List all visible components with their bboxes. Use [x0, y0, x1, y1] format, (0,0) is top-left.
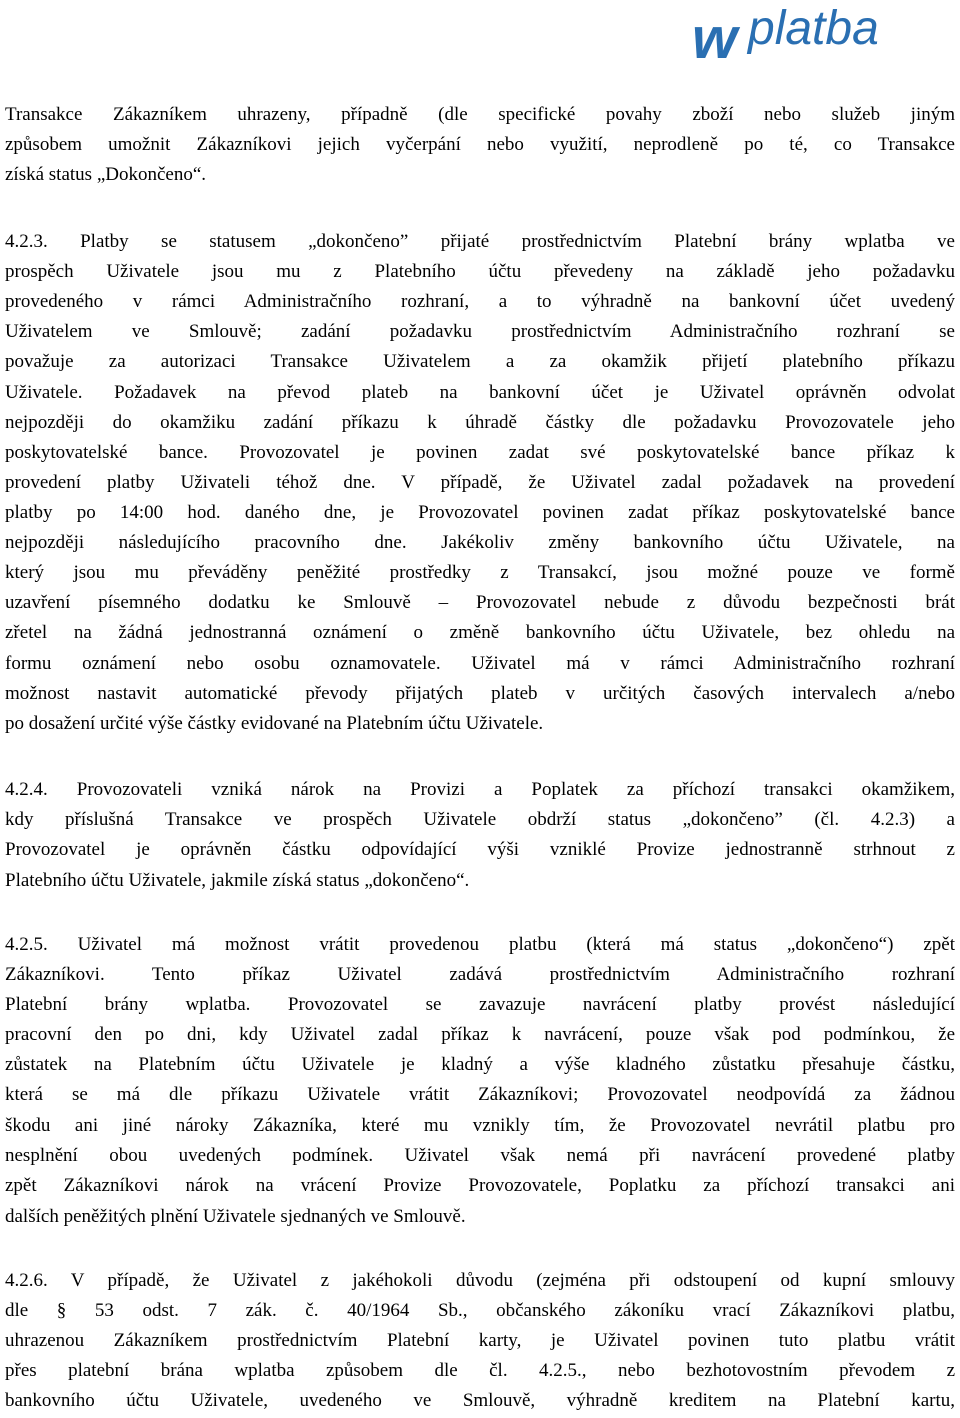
text-line: 4.2.6. V případě, že Uživatel z jakéhokoli důvodu (zejména při odstoupení od kupní smlouvy: [5, 1270, 955, 1291]
text-line: poskytovatelské bance. Provozovatel je povinen zadat své poskytovatelské bance příkaz k: [5, 442, 955, 463]
text-line: zůstatek na Platebním účtu Uživatele je kladný a výše kladného zůstatku přesahuje částku,: [5, 1054, 955, 1075]
text-line: přes platební brána wplatba způsobem dle čl. 4.2.5., nebo bezhotovostním převodem z: [5, 1360, 955, 1381]
text-line: Uživatelem ve Smlouvě; zadání požadavku prostřednictvím Administračního rozhraní se: [5, 321, 955, 342]
text-line: Uživatele. Požadavek na převod plateb na bankovní účet je Uživatel oprávněn odvolat: [5, 382, 955, 403]
text-line: způsobem umožnit Zákazníkovi jejich vyčerpání nebo využití, neprodleně po té, co Transakce: [5, 134, 955, 155]
text-line: považuje za autorizaci Transakce Uživatelem a za okamžik přijetí platebního příkazu: [5, 351, 955, 372]
text-line: 4.2.3. Platby se statusem „dokončeno” přijaté prostřednictvím Platební brány wplatba ve: [5, 231, 955, 252]
text-line: pracovní den po dni, kdy Uživatel zadal příkaz k navrácení, pouze však pod podmínkou, že: [5, 1024, 955, 1045]
text-line: bankovního účtu Uživatele, uvedeného ve Smlouvě, výhradně kreditem na Platební kartu,: [5, 1390, 955, 1411]
text-line: kdy příslušná Transakce ve prospěch Uživatele obdrží status „dokončeno” (čl. 4.2.3) a: [5, 809, 955, 830]
text-line: zřetel na žádná jednostranná oznámení o změně bankovního účtu Uživatele, bez ohledu na: [5, 622, 955, 643]
text-line: možnost nastavit automatické převody přijatých plateb v určitých časových intervalech a/nebo: [5, 683, 955, 704]
text-line: po dosažení určité výše částky evidované na Platebním účtu Uživatele.: [5, 713, 544, 734]
text-line: Transakce Zákazníkem uhrazeny, případně (dle specifické povahy zboží nebo služeb jiným: [5, 104, 955, 125]
text-line: která se má dle příkazu Uživatele vrátit Zákazníkovi; Provozovatel neodpovídá za žádnou: [5, 1084, 955, 1105]
svg-text:w: w: [692, 6, 738, 68]
text-line: Platebního účtu Uživatele, jakmile získá status „dokončeno“.: [5, 870, 470, 891]
text-line: formu oznámení nebo osobu oznamovatele. Uživatel má v rámci Administračního rozhraní: [5, 653, 955, 674]
text-line: uhrazenou Zákazníkem prostřednictvím Platební karty, je Uživatel povinen tuto platbu vrátit: [5, 1330, 955, 1351]
text-line: dalších peněžitých plnění Uživatele sjednaných ve Smlouvě.: [5, 1206, 466, 1227]
text-line: dle § 53 odst. 7 zák. č. 40/1964 Sb., občanského zákoníku vrací Zákazníkovi platbu,: [5, 1300, 955, 1321]
text-line: provedení platby Uživateli téhož dne. V případě, že Uživatel zadal požadavek na provedení: [5, 472, 955, 493]
text-line: nejpozději do okamžiku zadání příkazu k úhradě částky dle požadavku Provozovatele jeho: [5, 412, 955, 433]
text-line: prospěch Uživatele jsou mu z Platebního účtu převedeny na základě jeho požadavku: [5, 261, 955, 282]
text-line: zpět Zákazníkovi nárok na vrácení Provize Provozovatele, Poplatku za příchozí transakci ani: [5, 1175, 955, 1196]
text-line: získá status „Dokončeno“.: [5, 164, 207, 185]
text-line: platby po 14:00 hod. daného dne, je Provozovatel povinen zadat příkaz poskytovatelské bance: [5, 502, 955, 523]
text-line: Provozovatel je oprávněn částku odpovídající výši vzniklé Provize jednostranně strhnout z: [5, 839, 955, 860]
text-line: škodu ani jiné nároky Zákazníka, které mu vznikly tím, že Provozovatel nevrátil platbu pro: [5, 1115, 955, 1136]
text-line: nejpozději následujícího pracovního dne. Jakékoliv změny bankovního účtu Uživatele, na: [5, 532, 955, 553]
text-line: provedeného v rámci Administračního rozhraní, a to výhradně na bankovní účet uvedený: [5, 291, 955, 312]
wplatba-logo: [686, 2, 958, 68]
text-line: Zákazníkovi. Tento příkaz Uživatel zadává prostřednictvím Administračního rozhraní: [5, 964, 955, 985]
logo-text: platba: [748, 2, 879, 55]
text-line: 4.2.5. Uživatel má možnost vrátit provedenou platbu (která má status „dokončeno“) zpět: [5, 934, 955, 955]
text-line: který jsou mu převáděny peněžité prostředky z Transakcí, jsou možné pouze ve formě: [5, 562, 955, 583]
text-line: Platební brány wplatba. Provozovatel se zavazuje navrácení platby provést následující: [5, 994, 955, 1015]
text-line: uzavření písemného dodatku ke Smlouvě – Provozovatel nebude z důvodu bezpečnosti brát: [5, 592, 955, 613]
text-line: 4.2.4. Provozovateli vzniká nárok na Provizi a Poplatek za příchozí transakci okamžikem,: [5, 779, 955, 800]
text-line: nesplnění obou uvedených podmínek. Uživatel však nemá při navrácení provedené platby: [5, 1145, 955, 1166]
